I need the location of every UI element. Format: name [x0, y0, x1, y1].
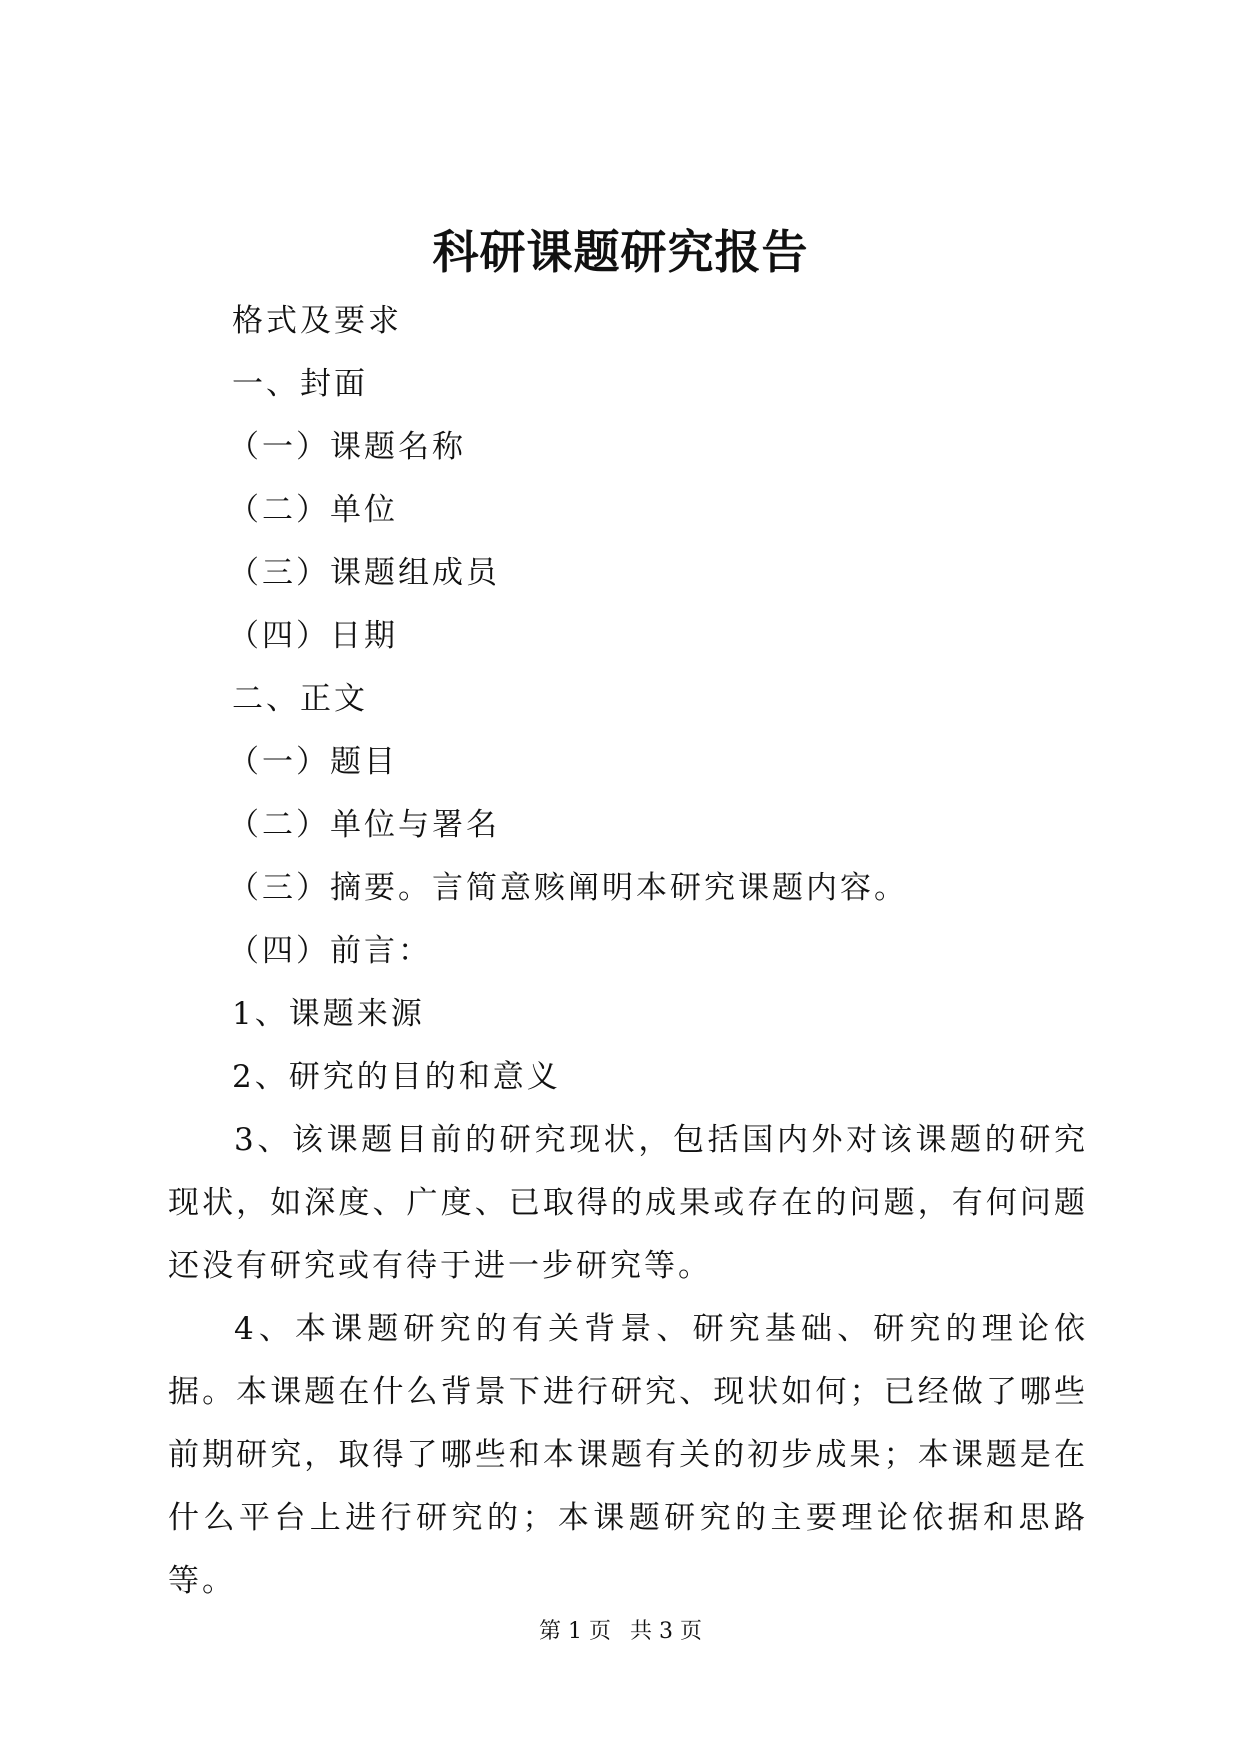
subsection-item: （二）单位与署名: [228, 807, 500, 843]
section-heading: 一、封面: [232, 366, 368, 402]
numbered-item: 2、研究的目的和意义: [232, 1059, 561, 1095]
section-heading: 二、正文: [232, 681, 368, 717]
section-heading: 格式及要求: [232, 303, 402, 339]
subsection-item: （二）单位: [228, 492, 398, 528]
document-body: [168, 290, 1088, 1613]
subsection-item: （一）课题名称: [228, 429, 466, 465]
subsection-item: （三）课题组成员: [228, 555, 500, 591]
body-paragraph: 3、该课题目前的研究现状，包括国内外对该课题的研究现状，如深度、广度、已取得的成果或存在的问题，有何问题还没有研究或有待于进一步研究等。: [168, 1122, 1088, 1284]
subsection-item: （四）前言：: [228, 933, 432, 969]
page-number: 第 1 页: [539, 1619, 611, 1644]
page-total: 共 3 页: [630, 1619, 702, 1644]
body-paragraph: 4、本课题研究的有关背景、研究基础、研究的理论依据。本课题在什么背景下进行研究、现状如何；已经做了哪些前期研究，取得了哪些和本课题有关的初步成果；本课题是在什么平台上进行研究的；本课题研究的主要理论依据和思路等。: [168, 1311, 1088, 1599]
page-title: 科研课题研究报告: [432, 225, 809, 279]
numbered-item: 1、课题来源: [232, 996, 425, 1032]
page-footer: [0, 1617, 1241, 1647]
subsection-item: （一）题目: [228, 744, 398, 780]
subsection-item: （三）摘要。言简意赅阐明本研究课题内容。: [228, 870, 908, 906]
subsection-item: （四）日期: [228, 618, 398, 654]
